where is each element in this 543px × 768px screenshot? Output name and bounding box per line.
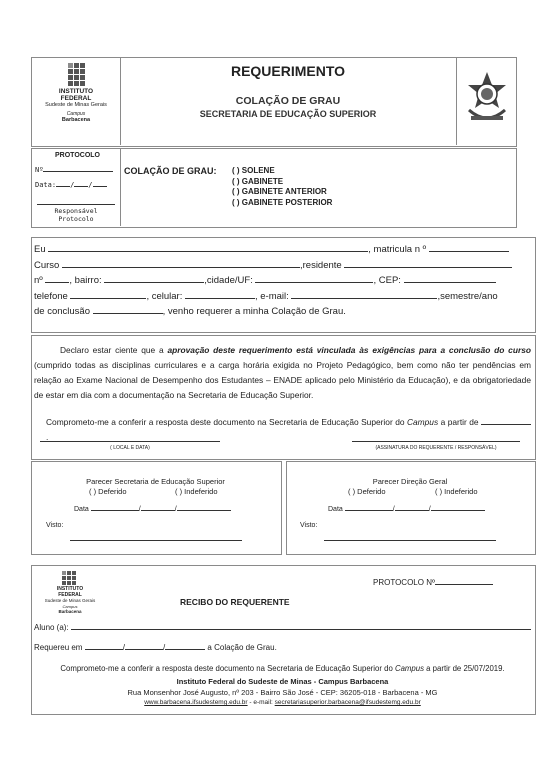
address-input[interactable] <box>344 267 512 268</box>
parecer-direcao-visto-label: Visto: <box>300 522 318 529</box>
local-date-label: ( LOCAL E DATA) <box>110 445 150 451</box>
logo-line3: Sudeste de Minas Gerais <box>45 102 107 108</box>
signature-line[interactable] <box>352 441 520 442</box>
if-logo-small-icon <box>62 571 79 585</box>
logo-line2: FEDERAL <box>60 95 92 102</box>
recibo-logo-campus: Barbacena <box>58 609 82 614</box>
label-conclusao: de conclusão <box>34 306 90 317</box>
declaration-p2-italic: Campus <box>406 417 439 427</box>
recibo-logo-line1: INSTITUTO <box>56 586 84 592</box>
declaration-p1-a: Declaro estar ciente que a <box>60 345 168 355</box>
option-gabinete-posterior[interactable]: ( ) GABINETE POSTERIOR <box>232 197 333 207</box>
responsible-label <box>35 207 117 223</box>
recibo-protocol-label: PROTOCOLO Nº <box>373 578 435 587</box>
recibo-logo-line2: FEDERAL <box>58 592 82 598</box>
recibo-student-input[interactable] <box>71 629 531 630</box>
recibo-footer-address: Rua Monsenhor José Augusto, nº 203 - Bairro São José - CEP: 36205-018 - Barbacena - MG <box>127 688 438 697</box>
date-sep: / <box>174 506 177 513</box>
parecer-direcao-indeferido[interactable]: ( ) Indeferido <box>435 487 478 496</box>
option-solene[interactable]: ( ) SOLENE <box>232 166 275 175</box>
option-gabinete-anterior[interactable]: ( ) GABINETE ANTERIOR <box>232 187 327 196</box>
parecer-direcao-deferido[interactable]: ( ) Deferido <box>348 487 386 496</box>
form-fields <box>34 242 531 320</box>
recibo-protocol[interactable] <box>373 578 493 587</box>
cep-input[interactable] <box>404 282 496 283</box>
label-semestre: ,semestre/ano <box>437 290 498 302</box>
declaration-p2-a: Comprometo-me a conferir a resposta deste documento na Secretaria de Educação Superior do <box>46 417 407 427</box>
if-logo-icon <box>68 63 85 86</box>
parecer-secretaria-indeferido[interactable]: ( ) Indeferido <box>175 487 218 496</box>
logo-campus-label: Campus <box>66 111 86 117</box>
declaration-p1-b: (cumprido todas as disciplinas curriculares e a carga horária exigida no Projeto Pedagógico, bem como não ter pendências em relação ao Exame Nacional de Desempenho dos Estudantes – ENADE aplicado pelo Ministério da Educação), e da obrigatoriedade de estar em dia com a documentação na Secretaria de Educação Superior. <box>34 360 531 400</box>
protocol-title: PROTOCOLO <box>55 152 100 159</box>
header-right-divider <box>456 57 457 145</box>
city-input[interactable] <box>255 282 373 283</box>
parecer-secretaria-title: Parecer Secretaria de Educação Superior <box>86 477 225 486</box>
protocol-date[interactable] <box>35 181 107 189</box>
recibo-footer-institution: Instituto Federal do Sudeste de Minas - Campus Barbacena <box>176 677 389 686</box>
declaration-p1-bold: aprovação deste requerimento está vinculada às exigências para a conclusão do curso <box>167 345 531 355</box>
recibo-commitment-b: a partir de 25/07/2019. <box>424 664 505 673</box>
date-sep: / <box>88 181 93 189</box>
bairro-input[interactable] <box>104 282 204 283</box>
row-course <box>34 258 531 274</box>
page-subtitle: COLAÇÃO DE GRAU <box>235 95 341 107</box>
recibo-website-link[interactable]: www.barbacena.ifsudestemg.edu.br <box>144 699 248 706</box>
matricula-input[interactable] <box>429 251 509 252</box>
parecer-direcao-date-label: Data <box>328 506 343 513</box>
recibo-email-link[interactable]: secretariasuperior.barbacena@ifsudestemg.edu.br <box>274 699 421 706</box>
label-cep: , CEP: <box>373 275 401 286</box>
conclusion-input[interactable] <box>93 313 163 314</box>
recibo-student-label: Aluno (a): <box>34 623 69 632</box>
coat-of-arms-icon <box>463 70 511 130</box>
parecer-direcao-visto[interactable] <box>300 522 317 529</box>
recibo-logo <box>40 571 100 614</box>
row-address <box>34 273 531 289</box>
response-date-input[interactable] <box>481 424 531 425</box>
protocol-divider <box>120 148 121 226</box>
row-conclusion <box>34 304 531 320</box>
label-matricula: , matricula n º <box>368 244 427 255</box>
parecer-secretaria-date[interactable] <box>74 506 231 513</box>
responsible-line1: Responsável <box>54 207 98 215</box>
recibo-commitment-italic: Campus <box>394 664 424 673</box>
date-sep: / <box>122 643 125 652</box>
parecer-direcao-date[interactable] <box>328 506 485 513</box>
label-cidade: ,cidade/UF: <box>204 275 253 286</box>
label-curso: Curso <box>34 259 60 271</box>
protocol-number-label: Nº <box>35 166 44 174</box>
name-input[interactable] <box>48 251 368 252</box>
label-numero: nº <box>34 275 43 286</box>
recibo-commitment <box>34 664 531 673</box>
date-sep: / <box>162 643 166 652</box>
course-input[interactable] <box>62 267 300 268</box>
row-name <box>34 242 531 258</box>
date-sep: / <box>70 181 75 189</box>
local-date-line[interactable] <box>40 441 220 442</box>
protocol-number[interactable] <box>35 166 113 174</box>
label-email: , e-mail: <box>255 290 289 302</box>
declaration-p2-b: a partir de <box>438 417 479 427</box>
recibo-colacao-label: a Colação de Grau. <box>207 643 277 652</box>
row-contact <box>34 289 531 305</box>
option-gabinete[interactable]: ( ) GABINETE <box>232 176 284 186</box>
recibo-logo-campus-label: Campus <box>62 604 78 609</box>
date-sep: / <box>392 506 395 513</box>
label-telefone: telefone <box>34 290 68 302</box>
recibo-day-input[interactable] <box>85 649 123 650</box>
parecer-secretaria-date-label: Data <box>74 506 89 513</box>
recibo-email-label: - e-mail: <box>247 699 275 706</box>
parecer-direcao-title: Parecer Direção Geral <box>372 477 448 486</box>
recibo-requested-label: Requereu em <box>34 643 83 652</box>
logo-campus: Barbacena <box>61 117 91 123</box>
label-celular: , celular: <box>146 290 183 302</box>
number-input[interactable] <box>45 282 69 283</box>
parecer-secretaria-visto-line[interactable] <box>70 540 242 541</box>
label-venho: , venho requerer a minha Colação de Grau. <box>162 306 346 317</box>
colacao-options <box>232 166 332 208</box>
declaration-commitment: Comprometo-me a conferir a resposta deste documento na Secretaria de Educação Superior do Campus a partir de . <box>46 415 531 445</box>
recibo-footer-contact <box>31 699 534 706</box>
label-residente: ,residente <box>299 259 342 271</box>
department-title: SECRETARIA DE EDUCAÇÃO SUPERIOR <box>199 109 377 119</box>
page-title: REQUERIMENTO <box>230 63 346 79</box>
recibo-title: RECIBO DO REQUERENTE <box>180 597 290 607</box>
date-sep: / <box>138 506 141 513</box>
parecer-secretaria-visto[interactable] <box>46 522 63 529</box>
if-logo <box>36 63 116 123</box>
recibo-student <box>34 623 531 632</box>
colacao-label: COLAÇÃO DE GRAU: <box>124 166 217 176</box>
recibo-requested <box>34 643 277 652</box>
parecer-secretaria-visto-label: Visto: <box>46 522 64 529</box>
responsible-signature-line[interactable] <box>37 204 115 205</box>
cellphone-input[interactable] <box>185 298 255 299</box>
phone-input[interactable] <box>70 298 146 299</box>
recibo-logo-line3: Sudeste de Minas Gerais <box>44 598 96 603</box>
date-sep: / <box>428 506 431 513</box>
responsible-line2: Protocolo <box>58 215 94 223</box>
email-input[interactable] <box>291 298 437 299</box>
parecer-secretaria-deferido[interactable]: ( ) Deferido <box>89 487 127 496</box>
protocol-date-label: Data: <box>35 181 57 189</box>
logo-line1: INSTITUTO <box>58 88 94 95</box>
signature-label: (ASSINATURA DO REQUERENTE / RESPONSÁVEL) <box>375 445 497 451</box>
recibo-commitment-a: Comprometo-me a conferir a resposta deste documento na Secretaria de Educação Superior do <box>60 664 395 673</box>
recibo-month-input[interactable] <box>125 649 163 650</box>
label-eu: Eu <box>34 244 46 255</box>
parecer-direcao-visto-line[interactable] <box>324 540 496 541</box>
declaration-text <box>34 343 531 403</box>
label-bairro: , bairro: <box>69 275 102 286</box>
recibo-year-input[interactable] <box>165 649 205 650</box>
